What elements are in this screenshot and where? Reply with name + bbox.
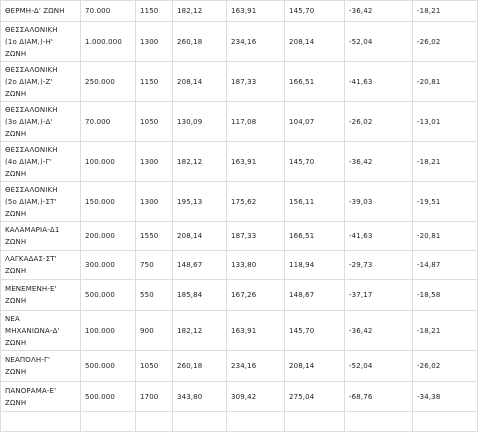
col7-value: -20,81 [417,77,441,86]
area-name: ΘΕΣΣΑΛΟΝΙΚΗ (4ο ΔΙΑΜ.)-Γ' ΖΩΝΗ [5,145,58,178]
area-name: ΠΑΝΟΡΑΜΑ-Ε' ΖΩΝΗ [5,386,57,407]
col5-value: 208,14 [289,362,315,370]
value-cell [412,251,478,279]
value-cell [80,351,135,381]
value-cell [135,62,172,101]
col2-value: 1150 [140,7,159,15]
value-cell [344,62,412,101]
value-cell [172,222,226,250]
col4-value: 234,16 [231,37,257,46]
value-cell [135,142,172,181]
value-cell [80,62,135,101]
col5-value: 145,70 [289,326,315,335]
table-row [0,182,478,222]
area-cell [0,280,80,310]
value-cell [412,102,478,141]
area-name: ΘΕΣΣΑΛΟΝΙΚΗ (5ο ΔΙΑΜ.)-ΣΤ' ΖΩΝΗ [5,185,58,218]
value-cell [172,62,226,101]
area-name: ΘΕΣΣΑΛΟΝΙΚΗ (1ο ΔΙΑΜ.)-Η' ΖΩΝΗ [5,25,58,58]
col7-value: -20,81 [417,232,441,240]
value-cell [284,62,344,101]
col3-value: 182,12 [177,326,203,335]
value-cell [135,382,172,411]
value-cell [284,222,344,250]
value-cell [80,280,135,310]
value-cell [412,351,478,381]
empty-cell [226,412,284,431]
col4-value: 167,26 [231,291,257,299]
col3-value: 260,18 [177,37,203,46]
value-cell [284,22,344,61]
col6-value: -41,63 [349,77,373,86]
value-cell [80,311,135,350]
table-row [0,280,478,311]
col2-value: 550 [140,291,154,299]
table-row [0,62,478,102]
value-cell [226,382,284,411]
col4-value: 175,62 [231,197,257,206]
area-cell [0,311,80,350]
col5-value: 156,11 [289,197,315,206]
value-cell [226,102,284,141]
col1-value: 200.000 [85,232,115,240]
empty-cell [135,412,172,431]
value-cell [412,182,478,221]
col1-value: 250.000 [85,77,115,86]
value-cell [412,311,478,350]
area-cell [0,1,80,21]
table-row [0,311,478,351]
col7-value: -18,21 [417,157,441,166]
col1-value: 100.000 [85,326,115,335]
col5-value: 208,14 [289,37,315,46]
area-cell [0,251,80,279]
col4-value: 309,42 [231,392,257,401]
col1-value: 500.000 [85,291,115,299]
empty-cell [284,412,344,431]
area-cell [0,62,80,101]
col6-value: -52,04 [349,362,373,370]
col2-value: 1050 [140,117,159,126]
value-cell [172,1,226,21]
value-cell [226,280,284,310]
col3-value: 185,84 [177,291,203,299]
area-cell [0,351,80,381]
col6-value: -26,02 [349,117,373,126]
value-cell [412,280,478,310]
col7-value: -26,02 [417,362,441,370]
value-cell [172,280,226,310]
area-name: ΘΕΣΣΑΛΟΝΙΚΗ (3ο ΔΙΑΜ.)-Δ' ΖΩΝΗ [5,105,58,138]
value-cell [412,382,478,411]
col3-value: 195,13 [177,197,203,206]
value-cell [80,382,135,411]
col7-value: -18,21 [417,7,441,15]
col2-value: 900 [140,326,154,335]
col7-value: -26,02 [417,37,441,46]
value-cell [344,382,412,411]
col6-value: -52,04 [349,37,373,46]
value-cell [172,102,226,141]
area-name: ΚΑΛΑΜΑΡΙΑ-Δ1 ΖΩΝΗ [5,226,60,246]
value-cell [412,142,478,181]
value-cell [226,142,284,181]
value-cell [284,142,344,181]
table-row [0,222,478,251]
value-cell [344,280,412,310]
col4-value: 187,33 [231,232,257,240]
area-cell [0,182,80,221]
col2-value: 750 [140,261,154,269]
value-cell [344,182,412,221]
value-cell [226,251,284,279]
value-cell [135,222,172,250]
empty-cell [344,412,412,431]
value-cell [344,311,412,350]
value-cell [80,251,135,279]
col3-value: 208,14 [177,77,203,86]
value-cell [284,351,344,381]
area-name: ΘΕΡΜΗ-Δ' ΖΩΝΗ [5,7,65,15]
value-cell [135,280,172,310]
col7-value: -13,01 [417,117,441,126]
value-cell [344,22,412,61]
value-cell [135,311,172,350]
col3-value: 182,12 [177,157,203,166]
empty-cell [172,412,226,431]
value-cell [172,311,226,350]
col5-value: 145,70 [289,7,315,15]
value-cell [284,102,344,141]
col5-value: 118,94 [289,261,315,269]
col4-value: 234,16 [231,362,257,370]
col5-value: 145,70 [289,157,315,166]
col5-value: 148,67 [289,291,315,299]
col6-value: -29,73 [349,261,373,269]
empty-cell [412,412,478,431]
col2-value: 1150 [140,77,159,86]
value-cell [284,251,344,279]
value-cell [80,102,135,141]
value-cell [135,102,172,141]
col5-value: 104,07 [289,117,315,126]
value-cell [284,1,344,21]
col4-value: 187,33 [231,77,257,86]
value-cell [344,251,412,279]
col5-value: 166,51 [289,232,315,240]
value-cell [135,251,172,279]
col1-value: 100.000 [85,157,115,166]
value-cell [284,311,344,350]
empty-cell [0,412,80,431]
value-cell [135,351,172,381]
area-name: ΝΕΑ ΜΗΧΑΝΙΩΝΑ-Δ' ΖΩΝΗ [5,314,60,347]
value-cell [226,1,284,21]
value-cell [226,62,284,101]
col2-value: 1300 [140,37,159,46]
table-row-empty [0,412,478,432]
value-cell [172,251,226,279]
area-cell [0,142,80,181]
col5-value: 275,04 [289,392,315,401]
table-row [0,351,478,382]
area-cell [0,382,80,411]
value-cell [226,311,284,350]
table-row [0,251,478,280]
value-cell [226,222,284,250]
value-cell [284,182,344,221]
col6-value: -68,76 [349,392,373,401]
value-cell [135,22,172,61]
col1-value: 70.000 [85,117,111,126]
col7-value: -19,51 [417,197,441,206]
col1-value: 300.000 [85,261,115,269]
value-cell [412,22,478,61]
area-cell [0,102,80,141]
value-cell [172,142,226,181]
empty-cell [80,412,135,431]
value-cell [226,351,284,381]
col5-value: 166,51 [289,77,315,86]
value-cell [344,351,412,381]
value-cell [80,142,135,181]
value-cell [226,182,284,221]
table-row [0,22,478,62]
area-name: ΘΕΣΣΑΛΟΝΙΚΗ (2ο ΔΙΑΜ.)-Ζ' ΖΩΝΗ [5,65,58,98]
value-cell [344,1,412,21]
col4-value: 163,91 [231,7,257,15]
value-cell [284,382,344,411]
area-cell [0,222,80,250]
col3-value: 208,14 [177,232,203,240]
table-row [0,102,478,142]
col3-value: 343,80 [177,392,203,401]
table-row [0,142,478,182]
value-cell [135,1,172,21]
col2-value: 1300 [140,197,159,206]
col3-value: 148,67 [177,261,203,269]
col7-value: -34,38 [417,392,441,401]
value-cell [135,182,172,221]
value-cell [412,62,478,101]
col1-value: 150.000 [85,197,115,206]
col7-value: -18,58 [417,291,441,299]
col4-value: 163,91 [231,326,257,335]
col1-value: 70.000 [85,7,111,15]
col4-value: 133,80 [231,261,257,269]
col3-value: 182,12 [177,7,203,15]
value-cell [344,142,412,181]
area-name: ΝΕΑΠΟΛΗ-Γ' ΖΩΝΗ [5,356,51,376]
value-cell [172,182,226,221]
col2-value: 1700 [140,392,159,401]
value-cell [172,351,226,381]
value-cell [344,222,412,250]
col6-value: -37,17 [349,291,373,299]
col1-value: 1.000.000 [85,37,122,46]
col1-value: 500.000 [85,392,115,401]
table-row [0,382,478,412]
value-cell [80,182,135,221]
col3-value: 130,09 [177,117,203,126]
value-cell [172,22,226,61]
value-cell [412,222,478,250]
value-cell [80,22,135,61]
col1-value: 500.000 [85,362,115,370]
table-row [0,1,478,22]
col6-value: -36,42 [349,7,373,15]
value-cell [80,222,135,250]
value-cell [344,102,412,141]
col6-value: -39,03 [349,197,373,206]
col4-value: 163,91 [231,157,257,166]
col3-value: 260,18 [177,362,203,370]
value-cell [226,22,284,61]
area-cell [0,22,80,61]
area-name: ΛΑΓΚΑΔΑΣ-ΣΤ' ΖΩΝΗ [5,255,57,275]
col6-value: -41,63 [349,232,373,240]
col2-value: 1550 [140,232,159,240]
value-cell [172,382,226,411]
col6-value: -36,42 [349,326,373,335]
value-cell [80,1,135,21]
col7-value: -18,21 [417,326,441,335]
col2-value: 1050 [140,362,159,370]
col6-value: -36,42 [349,157,373,166]
area-name: ΜΕΝΕΜΕΝΗ-Ε' ΖΩΝΗ [5,285,57,305]
col4-value: 117,08 [231,117,257,126]
col7-value: -14,87 [417,261,441,269]
value-cell [284,280,344,310]
value-cell [412,1,478,21]
col2-value: 1300 [140,157,159,166]
